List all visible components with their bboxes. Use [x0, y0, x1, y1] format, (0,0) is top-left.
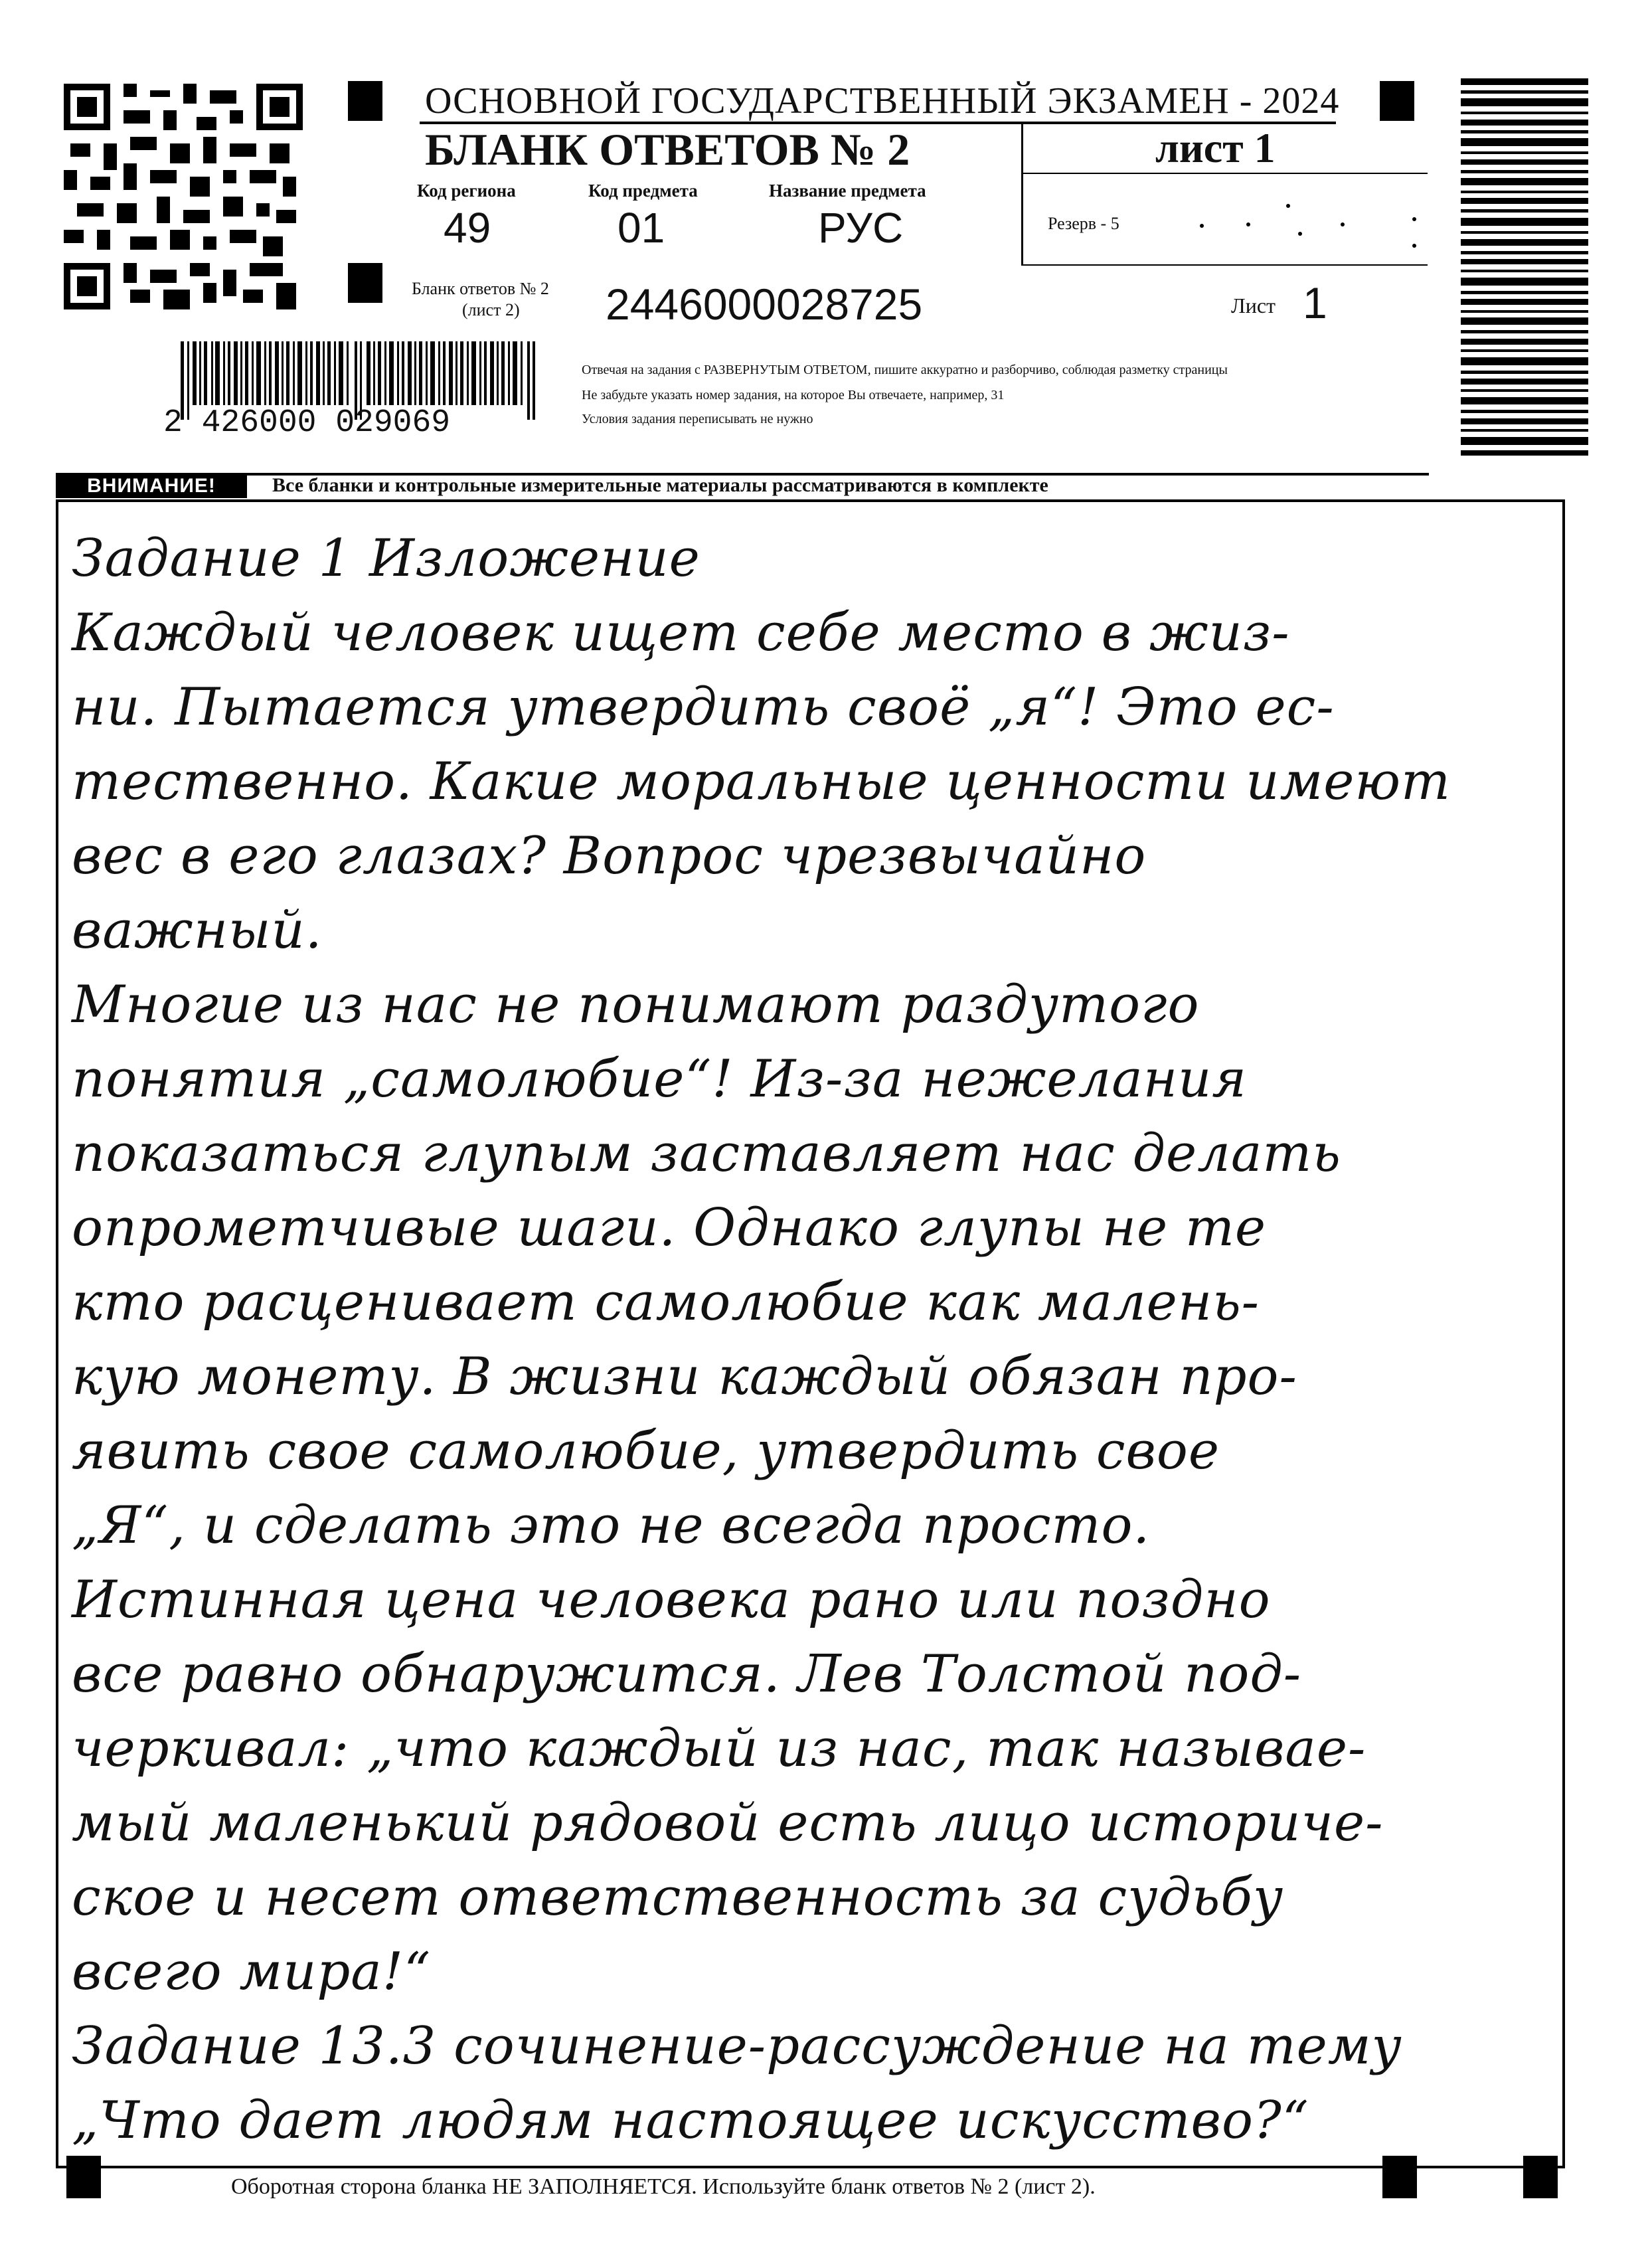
sheet-title: лист 1: [1155, 124, 1276, 171]
warning-text: Все бланки и контрольные измерительные материалы рассматриваются в комплекте: [272, 474, 1048, 496]
answer-line: кто расценивает самолюбие как малень-: [72, 1272, 1260, 1332]
footer-note: Оборотная сторона бланка НЕ ЗАПОЛНЯЕТСЯ. Используйте бланк ответов № 2 (лист 2).: [231, 2174, 1096, 2199]
answer-line: понятия „самолюбие“! Из-за нежелания: [72, 1049, 1247, 1109]
answer-line: мый маленький рядовой есть лицо историче-: [72, 1793, 1384, 1853]
answer-area[interactable]: [56, 499, 1565, 2168]
answer-line: вес в его глазах? Вопрос чрезвычайно: [72, 826, 1147, 886]
header-rule-bottom: [1021, 264, 1428, 266]
sheet-label: Лист: [1231, 294, 1276, 317]
sheet2-label-line2: (лист 2): [462, 300, 520, 319]
header-rule: [1021, 173, 1428, 174]
answer-line: показаться глупым заставляет нас делать: [72, 1124, 1341, 1183]
answer-line: Истинная цена человека рано или поздно: [72, 1570, 1271, 1630]
sheet2-number: 2446000028725: [606, 280, 923, 329]
warning-badge: ВНИМАНИЕ!: [56, 474, 247, 498]
side-barcode: [1461, 78, 1588, 457]
answer-line: важный.: [72, 901, 323, 960]
answer-line: „Я“, и сделать это не всегда просто.: [72, 1496, 1151, 1555]
answer-line: черкивал: „что каждый из нас, так называе-: [72, 1719, 1366, 1779]
subject-name-value: РУС: [818, 204, 904, 252]
reserve-dots: [1189, 193, 1428, 252]
subject-code-label: Код предмета: [588, 181, 698, 201]
corner-marker-top-right: [1380, 81, 1414, 121]
answer-line: Многие из нас не понимают раздутого: [72, 975, 1200, 1035]
instruction-line-2: Не забудьте указать номер задания, на которое Вы отвечаете, например, 31: [582, 388, 1005, 402]
sheet-value: 1: [1303, 278, 1327, 327]
answer-line: явить свое самолюбие, утвердить свое: [72, 1421, 1220, 1481]
sheet2-label-line1: Бланк ответов № 2: [412, 279, 549, 298]
corner-marker-mid-left: [348, 263, 382, 303]
answer-line: всего мира!“: [72, 1942, 431, 2002]
answer-line: все равно обнаружится. Лев Толстой под-: [72, 1644, 1302, 1704]
answer-line: тественно. Какие моральные ценности имеют: [72, 752, 1451, 812]
region-code-value: 49: [444, 204, 491, 252]
answer-line: Задание 13.3 сочинение-рассуждение на тему: [72, 2016, 1402, 2076]
answer-line: ское и несет ответственность за судьбу: [72, 1868, 1284, 1927]
qr-code: [64, 84, 303, 309]
instruction-line-3: Условия задания переписывать не нужно: [582, 412, 813, 426]
answer-line: опрометчивые шаги. Однако глупы не те: [72, 1198, 1267, 1258]
subject-code-value: 01: [618, 204, 665, 252]
answer-line: Задание 1 Изложение: [72, 529, 701, 588]
corner-marker-top-left: [348, 81, 382, 121]
region-code-label: Код региона: [417, 181, 516, 201]
instruction-line-1: Отвечая на задания с РАЗВЕРНУТЫМ ОТВЕТОМ, пишите аккуратно и разборчиво, соблюдая разметку страницы: [582, 363, 1228, 377]
answer-line: Каждый человек ищет себе место в жиз-: [72, 603, 1290, 663]
answer-line: „Что дает людям настоящее искусство?“: [72, 2091, 1309, 2150]
exam-title: ОСНОВНОЙ ГОСУДАРСТВЕННЫЙ ЭКЗАМЕН - 2024: [425, 80, 1340, 122]
barcode-digits: 2 426000 029069: [163, 405, 451, 441]
form-title: БЛАНК ОТВЕТОВ № 2: [425, 124, 910, 175]
reserve-label: Резерв - 5: [1048, 214, 1119, 233]
answer-line: ни. Пытается утвердить своё „я“! Это ес-: [72, 677, 1335, 737]
header-divider: [1021, 124, 1023, 264]
answer-line: кую монету. В жизни каждый обязан про-: [72, 1347, 1297, 1407]
subject-name-label: Название предмета: [769, 181, 926, 201]
